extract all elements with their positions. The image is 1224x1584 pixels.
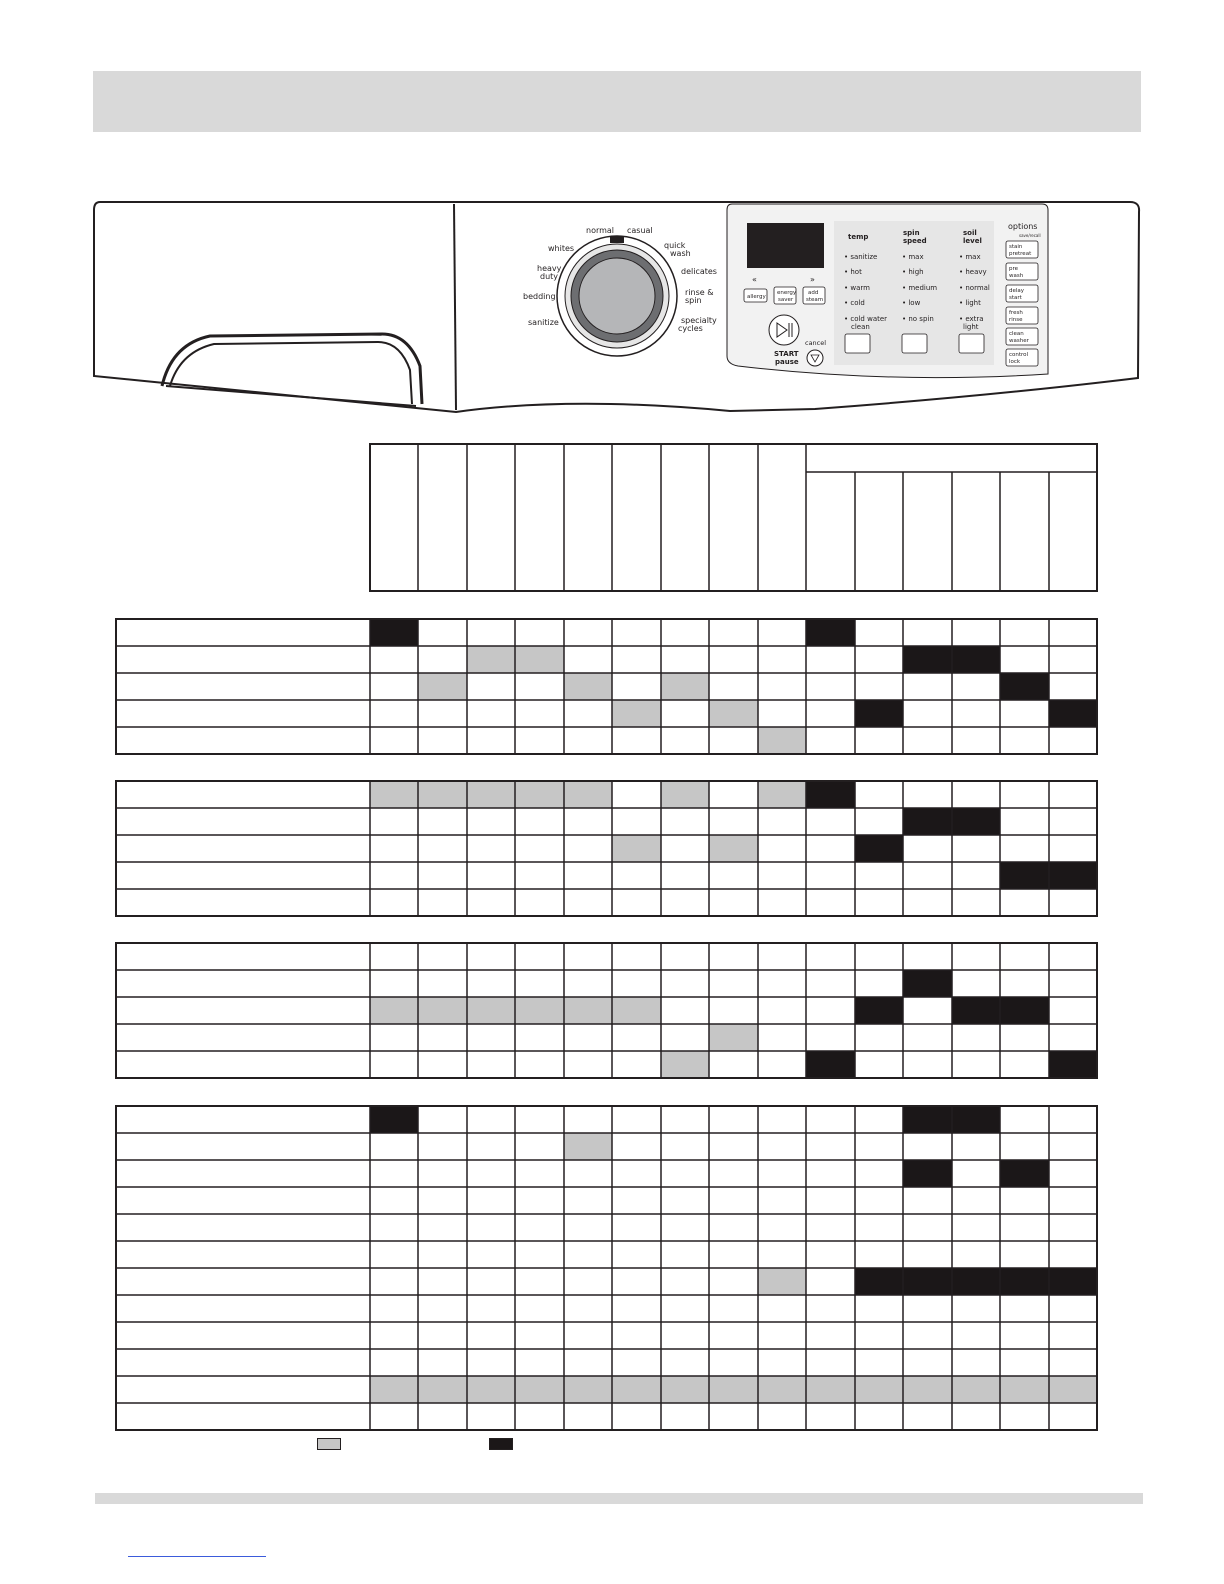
grid-cell (564, 997, 612, 1024)
soil-item: • extra (959, 315, 984, 323)
grid-cell (515, 646, 564, 673)
grid-cell (418, 997, 467, 1024)
svg-text:fresh: fresh (1009, 310, 1023, 316)
grid-cell (709, 1024, 758, 1051)
temp-item: • sanitize (844, 253, 878, 261)
grid-cell (903, 1268, 952, 1295)
dial-label-casual: casual (627, 226, 653, 235)
grid-cell (855, 1376, 903, 1403)
start-label: START (774, 350, 799, 358)
grid-cell (661, 673, 709, 700)
grid-cell (612, 700, 661, 727)
grid-cell (855, 835, 903, 862)
grid-cell (806, 619, 855, 646)
grid-cell (903, 808, 952, 835)
grid-cell (564, 781, 612, 808)
cancel-label: cancel (805, 339, 827, 347)
grid-cell (467, 1376, 515, 1403)
table-row (370, 1376, 1097, 1403)
table-row (709, 1024, 758, 1051)
options-subtitle: save/recall (1019, 233, 1041, 238)
temp-item: • hot (844, 268, 862, 276)
grid-cell (1000, 1268, 1049, 1295)
grid-cell (1000, 673, 1049, 700)
grid-cell (1000, 862, 1049, 889)
grid-cell (661, 1051, 709, 1078)
grid-cell (612, 1376, 661, 1403)
grid-cell (564, 1133, 612, 1160)
grid-cell (661, 781, 709, 808)
table-row (370, 1106, 1000, 1133)
grid-cell (467, 781, 515, 808)
grid-group (116, 943, 1097, 1078)
spin-item: • medium (902, 284, 938, 292)
temp-item: • cold (844, 299, 865, 307)
dial-label-sanitize: sanitize (528, 318, 559, 327)
soil-item: • max (959, 253, 981, 261)
grid-cell (612, 835, 661, 862)
grid-cell (1000, 997, 1049, 1024)
soil-item: • light (959, 299, 981, 307)
arrows-right-icon: » (810, 275, 815, 284)
grid-cell (467, 646, 515, 673)
header-frame (370, 444, 1097, 591)
table-row (758, 727, 806, 754)
dial-label-heavy-duty-2: duty (540, 272, 559, 281)
svg-text:lock: lock (1009, 359, 1021, 365)
grid-cell (903, 1376, 952, 1403)
allergy-label: allergy (747, 294, 766, 300)
spin-item: • no spin (902, 315, 934, 323)
soil-title-1: soil (963, 229, 977, 237)
grid-group (116, 1106, 1097, 1430)
grid-body (116, 619, 1097, 1430)
grid-cell (758, 1376, 806, 1403)
grid-group (116, 781, 1097, 916)
grid-cell (758, 727, 806, 754)
legend-dark-swatch (489, 1438, 513, 1450)
grid-cell (952, 1106, 1000, 1133)
svg-text:start: start (1009, 295, 1022, 301)
dial-label-normal: normal (586, 226, 615, 235)
grid-cell (1049, 1268, 1097, 1295)
table-row (758, 1268, 1097, 1295)
spin-item: • max (902, 253, 924, 261)
table-row (661, 1051, 1097, 1078)
dial-label-quick-wash-2: wash (670, 249, 691, 258)
dial-label-whites: whites (548, 244, 575, 253)
svg-text:delay: delay (1009, 288, 1025, 294)
grid-cell (418, 673, 467, 700)
grid-group (116, 619, 1097, 754)
grid-cell (515, 781, 564, 808)
grid-cell (903, 970, 952, 997)
temp-item: • warm (844, 284, 870, 292)
grid-cell (709, 1376, 758, 1403)
svg-text:pretreat: pretreat (1009, 251, 1032, 257)
grid-cell (661, 1376, 709, 1403)
grid-cell (806, 781, 855, 808)
dial-label-specialty-cycles-1: specialty (681, 316, 717, 325)
footer-band (95, 1493, 1143, 1504)
svg-text:stain: stain (1009, 244, 1023, 250)
grid-cell (952, 997, 1000, 1024)
footer-link-underline[interactable] (128, 1556, 266, 1557)
table-row (418, 673, 1049, 700)
grid-cell (370, 1106, 418, 1133)
grid-cell (806, 1051, 855, 1078)
svg-text:clean: clean (1009, 331, 1024, 337)
grid-cell (709, 700, 758, 727)
grid-cell (903, 1106, 952, 1133)
grid-cell (418, 1376, 467, 1403)
grid-cell (418, 781, 467, 808)
spin-title-2: speed (903, 237, 927, 245)
grid-cell (806, 1376, 855, 1403)
arrows-left-icon: « (752, 275, 757, 284)
grid-cell (1049, 1051, 1097, 1078)
grid-cell (515, 997, 564, 1024)
grid-cell (370, 997, 418, 1024)
temp-item: clean (851, 323, 870, 331)
grid-cell (952, 646, 1000, 673)
spin-item: • low (902, 299, 921, 307)
spin-item: • high (902, 268, 924, 276)
table-row (564, 1133, 612, 1160)
grid-cell (467, 997, 515, 1024)
soil-title-2: level (963, 237, 982, 245)
table-row (903, 1160, 1049, 1187)
svg-text:wash: wash (1009, 273, 1024, 279)
dial-label-bedding: bedding (523, 292, 556, 301)
soil-item: light (963, 323, 979, 331)
dial-label-heavy-duty-1: heavy (537, 264, 562, 273)
grid-header (370, 444, 1097, 591)
grid-cell (758, 781, 806, 808)
svg-text:rinse: rinse (1009, 317, 1023, 323)
add-steam-label-1: add (808, 290, 819, 296)
grid-cell (370, 781, 418, 808)
grid-cell (855, 997, 903, 1024)
energy-saver-label-1: energy (777, 290, 797, 296)
dial-label-rinse-spin-2: spin (685, 296, 702, 305)
grid-cell (1049, 700, 1097, 727)
temp-item: • cold water (844, 315, 888, 323)
grid-cell (903, 1160, 952, 1187)
grid-cell (1000, 1376, 1049, 1403)
grid-cell (515, 1376, 564, 1403)
soil-item: • heavy (959, 268, 987, 276)
grid-cell (952, 808, 1000, 835)
grid-cell (1049, 862, 1097, 889)
pause-label: pause (775, 358, 799, 366)
grid-cell (855, 700, 903, 727)
grid-cell (612, 997, 661, 1024)
spin-title-1: spin (903, 229, 920, 237)
table-row (467, 646, 1000, 673)
svg-text:pre: pre (1009, 266, 1019, 272)
grid-cell (952, 1268, 1000, 1295)
add-steam-label-2: steam (806, 297, 824, 303)
legend-light-swatch (317, 1438, 341, 1450)
svg-text:washer: washer (1009, 338, 1029, 344)
grid-cell (758, 1268, 806, 1295)
grid-cell (564, 1376, 612, 1403)
svg-text:control: control (1009, 352, 1029, 358)
dial-label-quick-wash-1: quick (664, 241, 686, 250)
grid-cell (1000, 1160, 1049, 1187)
grid-cell (370, 619, 418, 646)
dial-label-rinse-spin-1: rinse & (685, 288, 714, 297)
grid-cell (564, 673, 612, 700)
grid-cell (903, 646, 952, 673)
table-row (903, 970, 952, 997)
grid-cell (1049, 1376, 1097, 1403)
dial-label-delicates: delicates (681, 267, 717, 276)
grid-cell (709, 835, 758, 862)
grid-cell (855, 1268, 903, 1295)
options-title: options (1008, 222, 1038, 231)
energy-saver-label-2: saver (778, 297, 794, 303)
temp-title: temp (848, 233, 869, 241)
dial-label-specialty-cycles-2: cycles (678, 324, 703, 333)
grid-cell (952, 1376, 1000, 1403)
grid-cell (370, 1376, 418, 1403)
soil-item: • normal (959, 284, 990, 292)
